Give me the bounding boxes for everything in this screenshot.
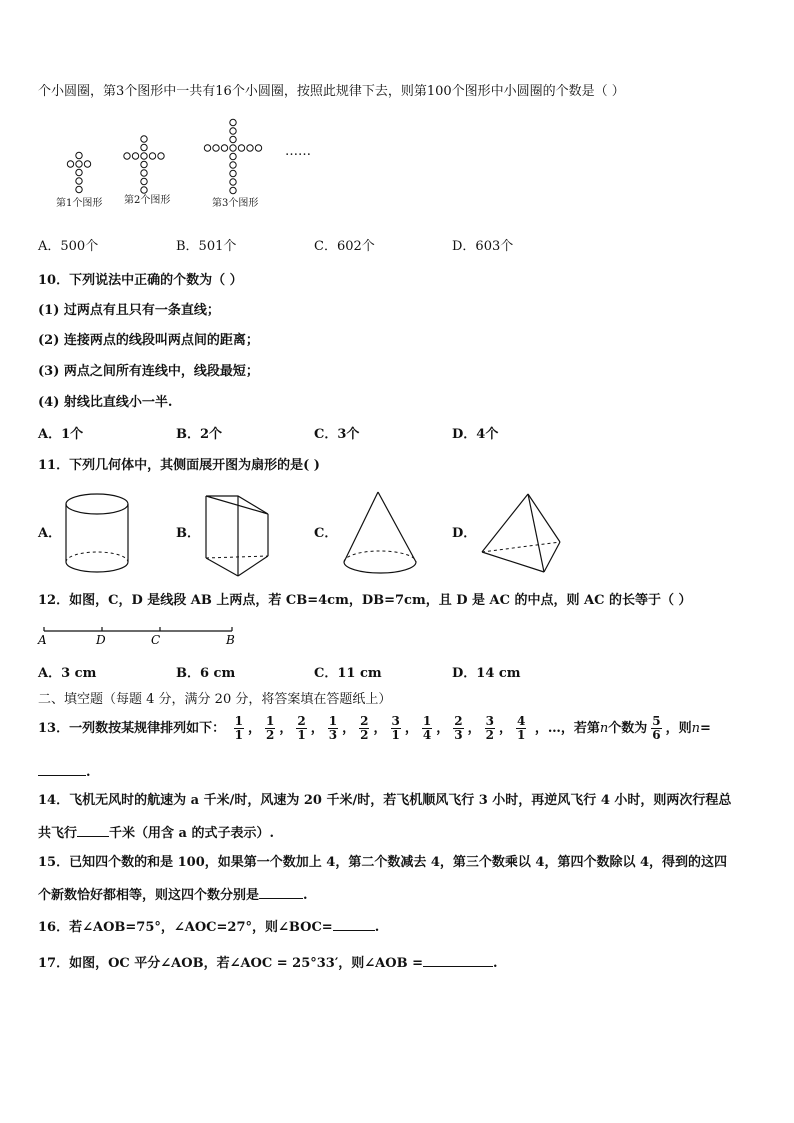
q13-fraction-den: 2 (266, 728, 275, 742)
q13-fraction-den: 1 (297, 728, 306, 742)
q15-line-2-pre: 个新数恰好都相等，则这四个数分别是 (38, 888, 260, 903)
q17-post: . (493, 956, 498, 971)
q17-line (38, 953, 498, 972)
q13-comma: ， (373, 721, 387, 736)
point-label-c: C (151, 633, 161, 647)
q12-option-a: A．3 cm (38, 666, 97, 681)
q11-option-c: C． (314, 526, 338, 541)
q13-fraction (391, 715, 401, 742)
q12-option-b: B．6 cm (176, 666, 236, 681)
q9-option-d: D．603个 (452, 239, 514, 254)
q12-segment-figure (36, 624, 246, 654)
q9-fig-label-2: 第2个图形 (124, 195, 171, 206)
q13-fraction-den: 2 (360, 728, 369, 742)
q13-comma: ， (467, 721, 481, 736)
section-2-heading: 二、填空题（每题 4 分，满分 20 分，将答案填在答题纸上） (38, 692, 392, 707)
triangular-prism-figure (200, 490, 276, 582)
q13-mid2: 个数为 (608, 721, 648, 736)
q13-comma: ， (436, 721, 450, 736)
q9-ellipsis: …… (285, 144, 311, 159)
q13-fraction (234, 715, 244, 742)
q10-item-2: (2) 连接两点的线段叫两点间的距离； (38, 333, 259, 348)
q13-comma: ， (310, 721, 324, 736)
q12-stem (38, 593, 692, 609)
q14-line-2-post: 千米（用含 a 的式子表示）. (109, 826, 275, 841)
q14-line-2 (38, 823, 274, 842)
q13-target-num: 5 (652, 714, 661, 728)
q13-post: ，则 (665, 721, 692, 736)
q13-fraction-den: 3 (328, 728, 338, 742)
q16-post: . (374, 920, 380, 935)
q9-fig-label-3: 第3个图形 (212, 198, 259, 209)
q13-pre: 13．一列数按某规律排列如下： (38, 721, 226, 736)
q13-fraction (485, 715, 495, 742)
q13-fraction-den: 3 (454, 728, 463, 742)
q13-fraction (453, 715, 463, 742)
q13-fraction (516, 715, 526, 742)
q9-figure-3-circles (204, 119, 261, 193)
point-label-a: A (38, 633, 47, 647)
q13-answer-blank[interactable] (38, 762, 86, 776)
q10-option-a: A．1个 (38, 427, 84, 442)
q11-option-a: A． (38, 526, 62, 541)
q13-comma: ， (279, 721, 293, 736)
q15-answer-blank[interactable] (259, 885, 303, 899)
q13-fraction-sequence (230, 714, 531, 742)
q12-option-d: D．14 cm (452, 666, 521, 681)
q13-fraction-num: 2 (454, 714, 463, 728)
q13-answer-line (38, 762, 91, 781)
q15-line-2-post: . (303, 888, 308, 903)
q14-line-2-pre: 共飞行 (38, 826, 78, 841)
q13-fraction-num: 4 (517, 714, 526, 728)
q17-answer-blank[interactable] (423, 953, 493, 967)
q13-fraction (265, 715, 275, 742)
q13-fraction-den: 1 (391, 728, 400, 742)
q13-fraction-den: 2 (485, 728, 494, 742)
q13-tail: = (700, 721, 711, 736)
q13-var-n-2: n (691, 721, 701, 736)
q13-comma: ， (498, 721, 512, 736)
q13-var-n-1: n (599, 721, 609, 736)
q13-comma: ， (342, 721, 356, 736)
q9-text: 个小圆圈，第3个图形中一共有16个小圆圈，按照此规律下去，则第100个图形中小圆圈的个数是（ ） (38, 84, 625, 99)
point-label-b: B (226, 633, 235, 647)
q9-fig-label-1: 第1个图形 (56, 198, 103, 209)
q11-stem: 11．下列几何体中，其侧面展开图为扇形的是( ) (38, 458, 320, 473)
q13-fraction (328, 715, 338, 742)
q10-option-b: B．2个 (176, 427, 223, 442)
q13-fraction (359, 715, 369, 742)
q13-comma: ， (247, 721, 261, 736)
q13-comma: ， (404, 721, 418, 736)
q16-line (38, 917, 379, 936)
point-label-d: D (96, 633, 106, 647)
q16-answer-blank[interactable] (333, 917, 375, 931)
q14-line-1: 14．飞机无风时的航速为 a 千米/时，风速为 20 千米/时，若飞机顺风飞行 3 小时，再逆风飞行 4 小时，则两次行程总 (38, 793, 732, 808)
q13-mid: ，…，若第 (534, 721, 600, 736)
q13-fraction-num: 3 (391, 714, 400, 728)
q11-option-d: D． (452, 526, 477, 541)
q9-figure-2-circles (124, 136, 164, 193)
q13-fraction-num: 1 (266, 714, 275, 728)
q13-fraction-num: 1 (234, 714, 243, 728)
q13-fraction-num: 2 (297, 714, 306, 728)
q10-item-3: (3) 两点之间所有连线中，线段最短； (38, 364, 259, 379)
q14-answer-blank[interactable] (77, 823, 109, 837)
q13-fraction (422, 715, 432, 742)
q15-line-2 (38, 885, 308, 904)
q13-fraction-den: 1 (234, 728, 243, 742)
q9-option-b: B．501个 (176, 239, 237, 254)
q13-fraction-den: 4 (422, 728, 432, 742)
cylinder-figure (62, 490, 138, 582)
q10-option-c: C．3个 (314, 427, 360, 442)
q13-line (38, 712, 711, 746)
q13-fraction-num: 1 (422, 714, 432, 728)
q12-stem-main: C，D 是线段 AB 上两点，若 CB=4cm，DB=7cm，且 D 是 AC 的中点，则 AC 的长等于（ ） (108, 593, 692, 608)
q10-option-d: D．4个 (452, 427, 499, 442)
q12-option-c: C．11 cm (314, 666, 382, 681)
q9-figure-1-circles (67, 152, 90, 192)
q10-item-1: (1) 过两点有且只有一条直线； (38, 303, 220, 318)
q13-fraction-num: 2 (360, 714, 369, 728)
q10-item-4: (4) 射线比直线小一半. (38, 395, 173, 410)
q13-target-fraction (651, 715, 661, 742)
q9-option-c: C．602个 (314, 239, 375, 254)
q13-fraction (296, 715, 306, 742)
q12-stem-pre: 12．如图， (38, 593, 109, 608)
q13-fraction-den: 1 (517, 728, 526, 742)
q9-option-a: A．500个 (38, 239, 99, 254)
q15-line-1: 15．已知四个数的和是 100，如果第一个数加上 4，第二个数减去 4，第三个数乘以 4，第四个数除以 4，得到的这四 (38, 855, 728, 870)
q16-pre: 16．若∠AOB=75°，∠AOC=27°，则∠BOC= (38, 920, 333, 935)
q13-target-den: 6 (652, 728, 661, 742)
q11-option-b: B． (176, 526, 200, 541)
q13-fraction-num: 1 (328, 714, 338, 728)
pyramid-figure (476, 488, 566, 584)
q13-fraction-num: 3 (485, 714, 494, 728)
cone-figure (338, 488, 424, 584)
q17-pre: 17．如图，OC 平分∠AOB，若∠AOC = 25°33′，则∠AOB = (38, 956, 423, 971)
q13-end: . (86, 765, 91, 780)
q10-stem: 10．下列说法中正确的个数为（ ） (38, 273, 243, 288)
